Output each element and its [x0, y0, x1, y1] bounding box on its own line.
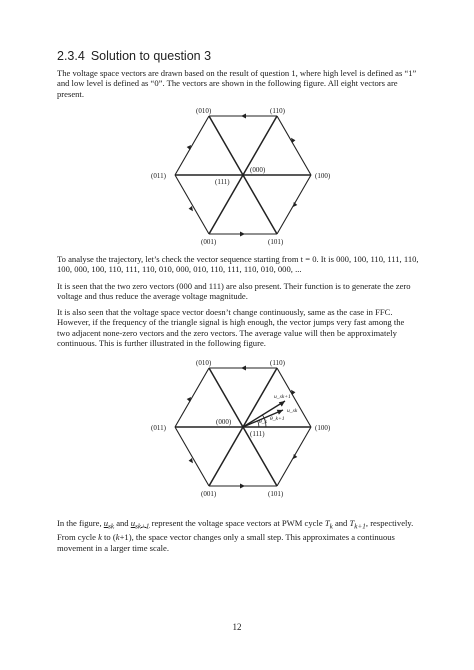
text-run: and [114, 518, 131, 528]
section-heading [57, 49, 211, 63]
symbol-u-sk-base: u [103, 518, 109, 528]
text-run: , respectively. From cycle [57, 518, 414, 543]
hex2-edge-upper-left [175, 368, 209, 427]
hex-edge-upper-right [277, 116, 311, 175]
symbol-k: k [98, 532, 102, 543]
label-010: (010) [196, 108, 212, 115]
figure-hexagon-vectors [0, 108, 474, 248]
label2-100: (100) [315, 424, 331, 432]
label-110: (110) [270, 108, 285, 115]
text-run: +1), the space vector changes only a small step. This approximates a continuous movement in a larger time scale. [57, 532, 395, 553]
label2-011: (011) [151, 424, 166, 432]
arrow2-lower-left-edge [189, 458, 193, 463]
paragraph-continuity: It is also seen that the voltage space vector doesn’t change continuously, same as the case in FFC. However, if the frequency of the triangle signal is high enough, the vector jumps very fast among the two adjacent none-zero vectors and the zero vectors. The average value will then be approximately continuous. This is further illustrated in the following figure. [57, 307, 405, 349]
symbol-tk-sub: k [329, 522, 333, 531]
paragraph-intro: The voltage space vectors are drawn based on the result of question 1, where high level is defined as “1” and low level is defined as “0”. The vectors are shown in the following figure. All eight vectors are present. [57, 68, 417, 99]
symbol-u-sk-sub: sk [108, 522, 115, 531]
arrow-lower-left-edge [189, 206, 193, 211]
label-u-sk: u_sk [287, 408, 298, 414]
label-011: (011) [151, 172, 166, 180]
figure-hexagon-trajectory [0, 360, 474, 500]
text-run: In the figure, [57, 518, 104, 528]
paragraph-zero-vectors: It is seen that the two zero vectors (000 and 111) are also present. Their function is to generate the zero voltage and thus reduce the average voltage magnitude. [57, 281, 411, 302]
section-number: 2.3.4 [57, 49, 85, 63]
section-title: Solution to question 3 [90, 49, 212, 63]
arrow2-bottom-edge [240, 484, 245, 489]
symbol-tk-base: T [324, 518, 330, 528]
hex-edge-upper-left [175, 116, 209, 175]
symbol-u-sk1-base: u [130, 518, 136, 528]
label-100: (100) [315, 172, 331, 180]
symbol-k: k [115, 532, 120, 543]
symbol-tk1 [349, 518, 366, 531]
text-run: represent the voltage space vectors at PWM cycle [149, 518, 325, 528]
label-theta-k1: θ_k+1 [270, 416, 285, 422]
page-number: 12 [232, 622, 242, 632]
arrow-top-edge [241, 114, 246, 119]
text-run: to ( [101, 532, 116, 543]
label2-001: (001) [201, 490, 217, 498]
label-111: (111) [215, 178, 230, 186]
symbol-u-sk1-sub: sk+1 [135, 522, 150, 531]
symbol-tk1-sub: k+1 [354, 522, 366, 531]
text-run: and [332, 518, 350, 528]
arrow2-top-edge [241, 366, 246, 371]
label2-000: (000) [216, 418, 232, 426]
symbol-tk1-base: T [349, 518, 355, 528]
label-u-sk1: u_sk+1 [274, 394, 291, 400]
label2-111: (111) [250, 430, 265, 438]
label2-010: (010) [196, 360, 212, 367]
label-001: (001) [201, 238, 217, 246]
label-000: (000) [250, 166, 266, 174]
paragraph-sequence: To analyse the trajectory, let’s check the vector sequence starting from t = 0. It is 000, 100, 110, 111, 110, 100, 000, 100, 110, 111, 110, 010, 000, 010, 110, 111, 110, 010, 000, ... [57, 254, 419, 275]
hex2-edge-lower-left [175, 427, 209, 486]
paragraph-figure-explanation [57, 518, 419, 553]
symbol-u-sk [103, 518, 115, 531]
label-101: (101) [268, 238, 284, 246]
label2-101: (101) [268, 490, 284, 498]
label2-110: (110) [270, 360, 285, 367]
symbol-u-sk1 [130, 518, 150, 531]
label-theta-k: θ_k [259, 419, 268, 425]
hex-edge-lower-left [175, 175, 209, 234]
arrow-bottom-edge [240, 232, 245, 237]
symbol-tk [324, 518, 333, 531]
